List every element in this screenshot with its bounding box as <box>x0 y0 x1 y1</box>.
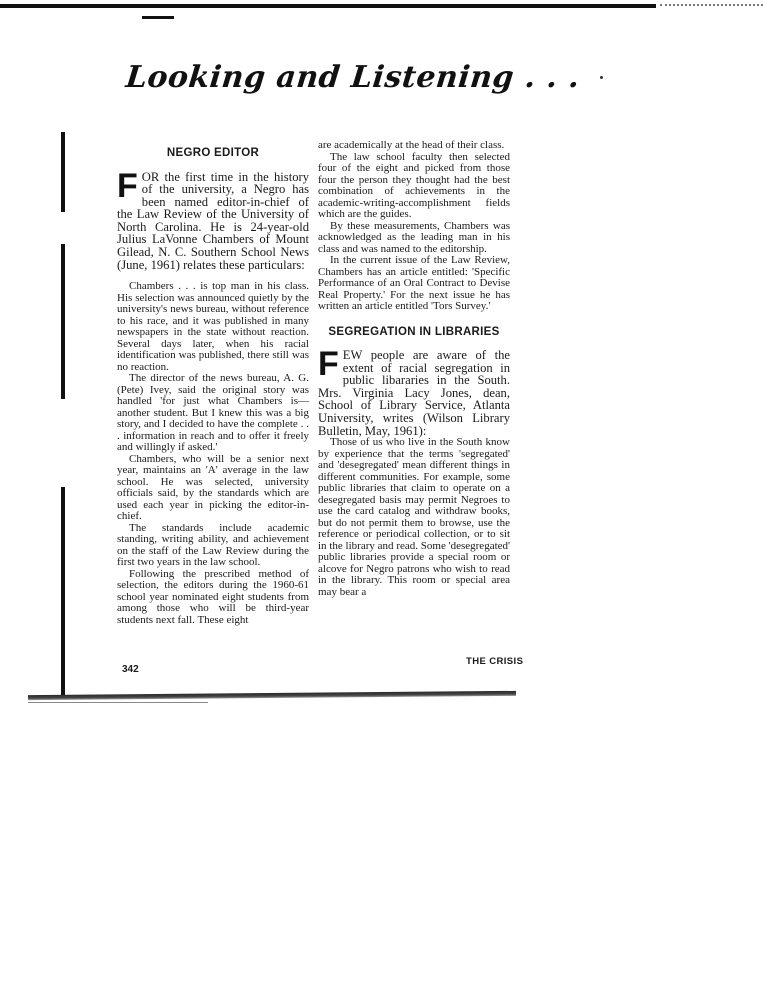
article-paragraph: The standards include academic standing, writing ability, and achievement on the staff of the Law Review during the first two years in the law school. <box>117 521 309 569</box>
article-heading-negro-editor: NEGRO EDITOR <box>166 147 260 159</box>
column-right <box>318 140 510 598</box>
page-title: Looking and Listening . . . <box>124 60 582 95</box>
article-paragraph: Chambers . . . is top man in his class. His selection was announced quietly by the university's news bureau, without reference to his race, and it was published in many newspapers in the state without reaction. Several days later, when his racial identification was published, there still was no reaction. <box>117 280 309 373</box>
article-paragraph: Chambers, who will be a senior next year, maintains an 'A' average in the law school. He was selected, university officials said, by the standards which are used each year in picking the editor-in-chief. <box>117 452 309 523</box>
article-paragraph: In the current issue of the Law Review, Chambers has an article entitled: 'Specific Performance of an Oral Contract to Devise Real Property.' For the next issue he has written an article entitled 'Tors Survey.' <box>318 254 510 312</box>
bottom-rule-thin <box>28 702 208 703</box>
margin-bar <box>61 244 65 399</box>
drop-cap: F <box>318 345 339 383</box>
article-paragraph: Those of us who live in the South know by experience that the terms 'segregated' and 'desegregated' mean different things in different communities. For example, some public libraries that claim to operate on a desegregated basis may permit Negroes to use the card catalog and withdraw books, but do not permit them to browse, use the reference or periodical collection, or to sit in the library and read. Some 'desegregated' public libraries provide a special room or alcove for Negro patrons who wish to read in the library. This room or special area may bear a <box>318 436 510 598</box>
margin-bar <box>61 132 65 212</box>
top-rule-dotted <box>660 4 763 8</box>
article-paragraph: The law school faculty then selected four of the eight and picked from those four the person they thought had the best combination of achievements in the academic-writing-accomplishment fields which are the guides. <box>318 150 510 220</box>
column-left <box>117 140 309 626</box>
article-lead <box>318 345 510 438</box>
article-lead-text: EW people are aware of the extent of racial segregation in public libararies in the South. Mrs. Virginia Lacy Jones, dean, School of Library Service, Atlanta University, writes (Wilson Library Bulletin, May, 1961): <box>318 348 510 438</box>
article-paragraph: The director of the news bureau, A. G. (Pete) Ivey, said the original story was handled 'for just what Chambers is—another student. But I knew this was a big story, and I decided to have the complete . . . information in reach and to offer it freely and willingly if asked.' <box>117 372 309 454</box>
article-paragraph: Following the prescribed method of selection, the editors during the 1960-61 school year nominated eight students from among those who will be third-year students next fall. These eight <box>117 567 309 626</box>
bottom-rule <box>28 691 516 700</box>
top-tick-mark <box>142 16 174 19</box>
drop-cap: F <box>117 166 138 205</box>
page-number: 342 <box>122 664 139 675</box>
scan-speck <box>600 76 603 79</box>
article-lead <box>117 166 309 272</box>
article-heading-segregation: SEGREGATION IN LIBRARIES <box>328 325 500 338</box>
article-paragraph: By these measurements, Chambers was acknowledged as the leading man in his class and was named to the editorship. <box>318 219 510 255</box>
article-lead-text: OR the first time in the history of the university, a Negro has been named editor-in-chief of the Law Review of the University of North Carolina. He is 24-year-old Julius LaVonne Chambers of Mount Gilead, N. C. Southern School News (June, 1961) relates these particulars: <box>117 169 309 272</box>
margin-bar <box>61 487 65 697</box>
top-rule <box>0 4 763 8</box>
article-paragraph: are academically at the head of their class. <box>318 139 505 151</box>
magazine-name: THE CRISIS <box>466 656 524 667</box>
